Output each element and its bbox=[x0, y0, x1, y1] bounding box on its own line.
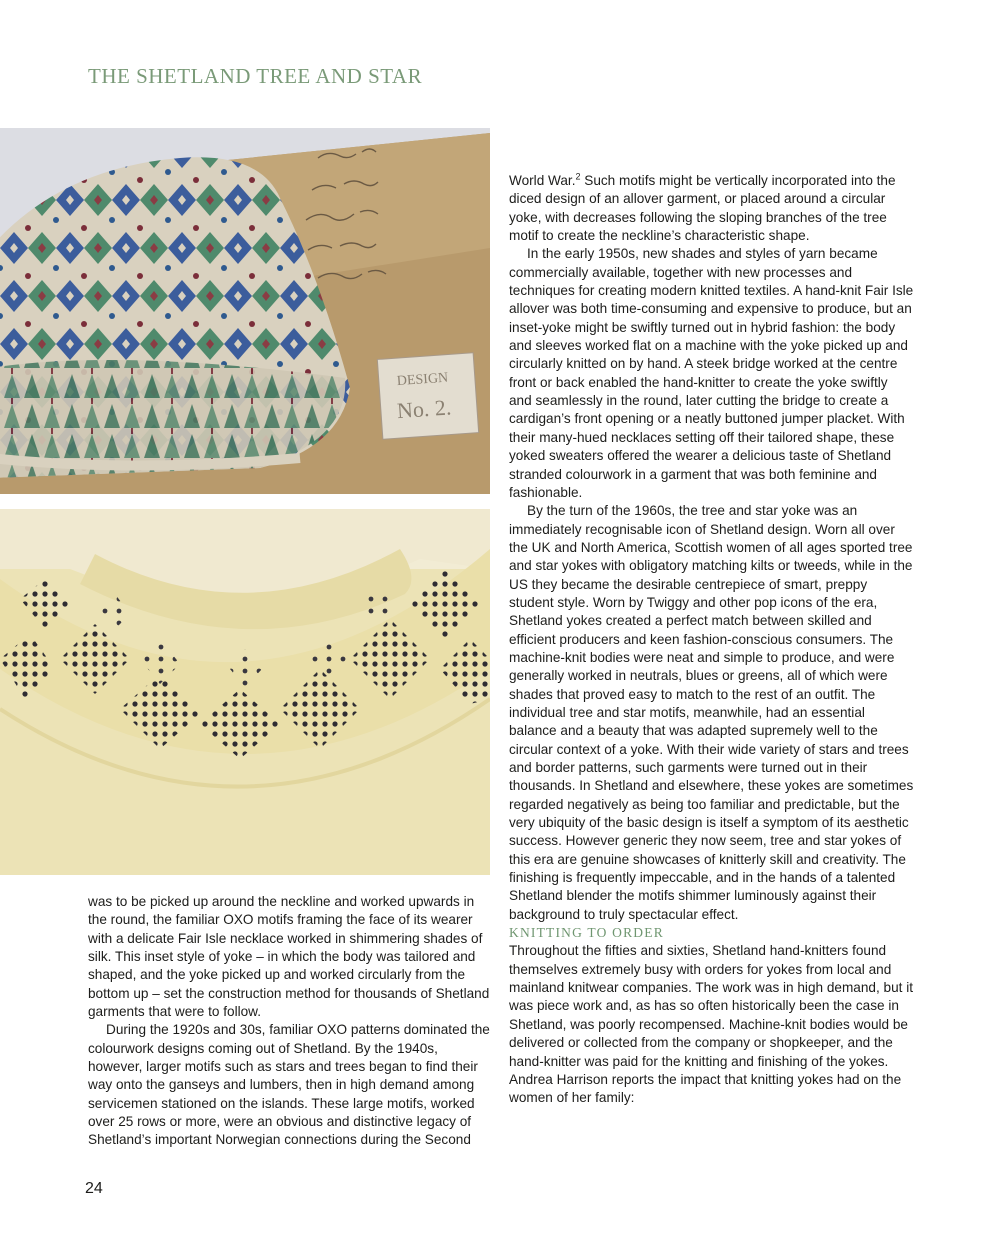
left-column bbox=[88, 893, 492, 1150]
footnote-marker[interactable]: 2 bbox=[575, 171, 581, 182]
svg-text:No. 2.: No. 2. bbox=[396, 394, 453, 424]
photo-fair-isle-swatch bbox=[0, 128, 490, 494]
paragraph-rest: Such motifs might be vertically incorporated into the diced design of an allover garment, or placed around a circular yoke, with decreases following the sloping branches of the tree motif to create the neckline’s characteristic shape. bbox=[509, 173, 896, 244]
paragraph-lead: World War. bbox=[509, 173, 576, 188]
photo-beaded-yoke bbox=[0, 509, 490, 875]
running-title: THE SHETLAND TREE AND STAR bbox=[88, 64, 423, 88]
paragraph: was to be picked up around the neckline and worked upwards in the round, the familiar OXO motifs framing the face of its wearer with a delicate Fair Isle necklace worked in shimmering shades of silk. This inset style of yoke – in which the body was tailored and shaped, and the yoke picked up and worked circularly from the bottom up – set the construction method for thousands of Shetland garments that were to follow. bbox=[88, 894, 490, 1020]
section-heading: KNITTING TO ORDER bbox=[509, 925, 664, 941]
paragraph: During the 1920s and 30s, familiar OXO patterns dominated the colourwork designs coming out of Shetland. By the 1940s, however, larger motifs such as stars and trees began to find their way onto the ganseys and lumbers, then in high demand among servicemen stationed on the islands. These large motifs, worked over 25 rows or more, were an obvious and distinctive legacy of Shetland’s important Norwegian connections during the Second bbox=[88, 1022, 490, 1148]
page-number: 24 bbox=[85, 1180, 103, 1197]
paragraph bbox=[509, 172, 914, 245]
paragraph: Throughout the fifties and sixties, Shetland hand-knitters found themselves extremely busy with orders for yokes from local and mainland knitwear companies. The work was in high demand, but it was piece work and, as has so often historically been the case in Shetland, was poorly recompensed. Machine-knit bodies would be delivered or collected from the company or shopkeeper, and the hand-knitter was paid for the knitting and finishing of the yokes. Andrea Harrison reports the impact that knitting yokes had on the women of her family: bbox=[509, 943, 913, 1106]
paragraph: In the early 1950s, new shades and styles of yarn became commercially available, together with new processes and techniques for creating modern knitted textiles. A hand-knit Fair Isle allover was both time-consuming and expensive to produce, but an inset-yoke might be swiftly turned out in hybrid fashion: the body and sleeves worked flat on a machine with the yoke picked up and circularly knitted on by hand. A steek bridge worked at the centre front or back enabled the hand-knitter to create the yoke swiftly and seamlessly in the round, later cutting the bridge to create a cardigan’s front opening or a neatly buttoned jumper placket. With their many-hued necklaces setting off their tailored shape, these yoked sweaters offered the wearer a delicious taste of Shetland stranded colourwork in a garment that was both feminine and fashionable. bbox=[509, 246, 914, 500]
svg-text:DESIGN: DESIGN bbox=[396, 370, 449, 390]
paragraph: By the turn of the 1960s, the tree and star yoke was an immediately recognisable icon of Shetland design. Worn all over the UK and North America, Scottish women of all ages sported tree and star yokes with obligatory matching kilts or tweeds, while in the US they became the desirable centrepiece of smart, preppy student style. Worn by Twiggy and other pop icons of the era, Shetland yokes created a perfect match between skilled and efficient producers and keen fashion-conscious consumers. The machine-knit bodies were neat and simple to produce, and were generally worked in neutrals, blues or greens, all of which were shades that proved easy to match to the rest of an outfit. The individual tree and star motifs, meanwhile, had an essential balance and a beauty that was adapted supremely well to the circular context of a yoke. With their wide variety of stars and trees and border patterns, such garments were turned out in their thousands. In Shetland and elsewhere, these yokes are sometimes regarded negatively as being too familiar and predictable, but the very ubiquity of the basic design is itself a symptom of its aesthetic success. However generic they now seem, tree and star yokes of this era are genuine showcases of knitterly skill and creativity. The finishing is frequently impeccable, and in the hands of a talented Shetland blender the motifs shimmer luminously against their background to truly spectacular effect. bbox=[509, 503, 914, 922]
right-column bbox=[509, 172, 914, 1108]
